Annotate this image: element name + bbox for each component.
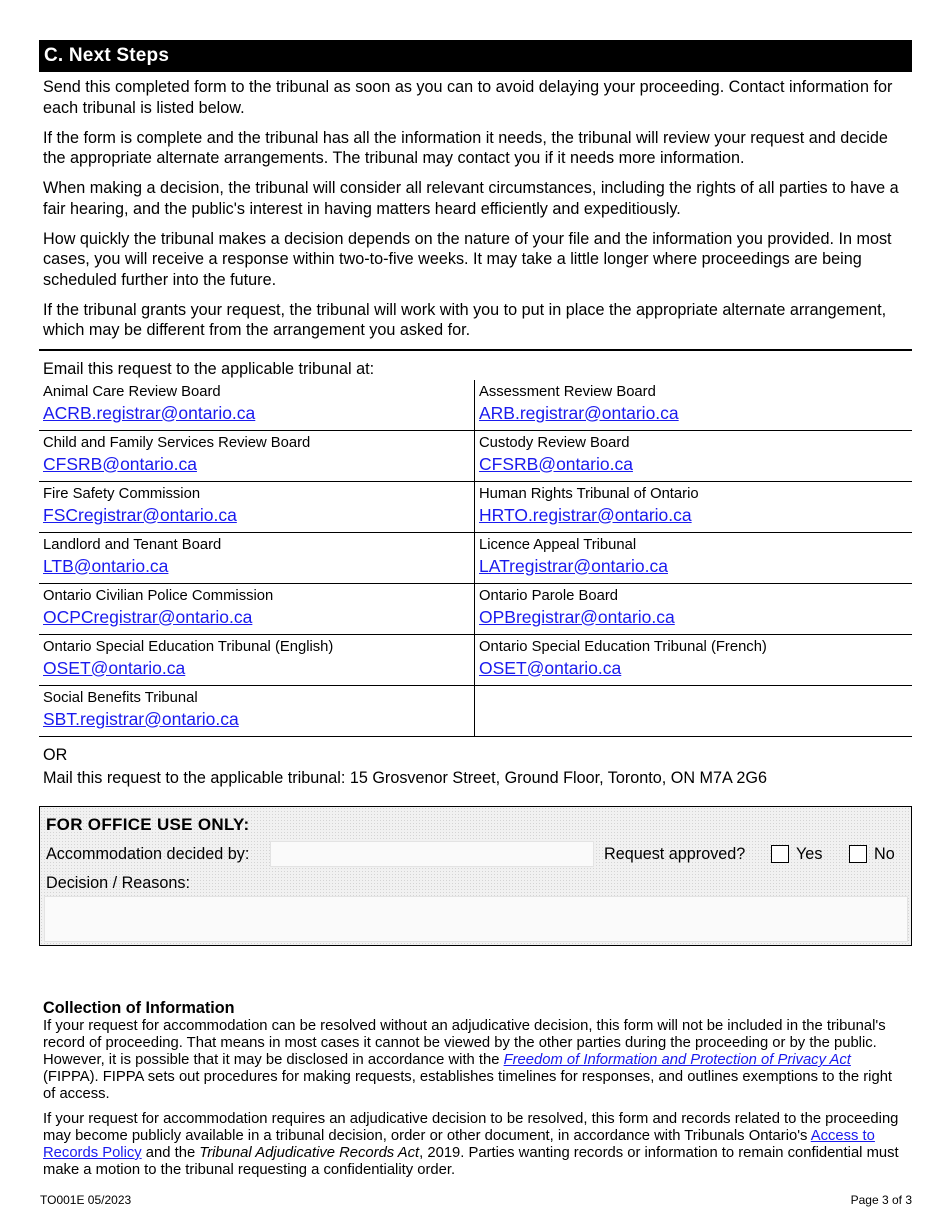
tribunal-name: Ontario Civilian Police Commission	[43, 587, 274, 604]
email-intro: Email this request to the applicable tribunal at:	[43, 359, 375, 378]
decision-reasons-field[interactable]	[44, 896, 908, 942]
text-span: If your request for accommodation can be resolved without an adjudicative decision, this form will not be included in the tribunal's record of proceeding. That means in most cases it cannot be viewed by the other parties during the proceeding or by the public. However, it is possible that it may be disclosed in accordance with the	[43, 1018, 886, 1068]
tribunal-email-link[interactable]: OCPCregistrar@ontario.ca	[43, 606, 253, 627]
or-text: OR	[43, 745, 68, 764]
collection-paragraph-2	[43, 1111, 903, 1179]
tribunal-cell	[39, 481, 475, 532]
tribunal-cell	[475, 430, 913, 481]
tribunal-email-link[interactable]: HRTO.registrar@ontario.ca	[479, 504, 692, 525]
section-header: C. Next Steps	[39, 40, 912, 72]
mail-address-text: Mail this request to the applicable tribunal: 15 Grosvenor Street, Ground Floor, Toronto, ON M7A 2G6	[43, 768, 768, 787]
tribunal-cell	[39, 583, 475, 634]
collection-heading: Collection of Information	[43, 999, 235, 1017]
tribunal-cell	[39, 380, 475, 431]
tribunal-email-link[interactable]: CFSRB@ontario.ca	[43, 453, 197, 474]
tribunal-cell	[39, 532, 475, 583]
table-row	[39, 430, 912, 481]
tribunal-cell	[39, 685, 475, 736]
tribunal-email-link[interactable]: SBT.registrar@ontario.ca	[43, 708, 239, 729]
tribunal-name: Ontario Special Education Tribunal (French)	[479, 638, 767, 655]
tribunal-email-link[interactable]: ARB.registrar@ontario.ca	[479, 402, 679, 423]
tribunal-name: Landlord and Tenant Board	[43, 536, 222, 553]
no-checkbox[interactable]	[849, 845, 867, 863]
tribunal-name: Social Benefits Tribunal	[43, 689, 198, 706]
tribunal-name: Licence Appeal Tribunal	[479, 536, 637, 553]
text-span: (FIPPA). FIPPA sets out procedures for making requests, establishes timelines for responses, and outlines exemptions to the right of access.	[43, 1069, 893, 1102]
tribunal-name: Custody Review Board	[479, 434, 630, 451]
table-row	[39, 532, 912, 583]
form-page	[39, 40, 912, 1178]
tribunal-name: Human Rights Tribunal of Ontario	[479, 485, 699, 502]
divider	[39, 349, 912, 351]
table-row	[39, 481, 912, 532]
paragraph: How quickly the tribunal makes a decision depends on the nature of your file and the information you provided. In most cases, you will receive a response within two-to-five weeks. It may take a little longer where proceedings are being scheduled further into the future.	[43, 229, 892, 289]
tribunal-cell	[475, 583, 913, 634]
tribunal-cell	[475, 634, 913, 685]
decided-by-label: Accommodation decided by:	[46, 845, 250, 863]
yes-checkbox[interactable]	[771, 845, 789, 863]
paragraph: If the form is complete and the tribunal has all the information it needs, the tribunal will review your request and decide the appropriate alternate arrangements. The tribunal may contact you if it needs more information.	[43, 128, 888, 167]
tribunal-name: Child and Family Services Review Board	[43, 434, 311, 451]
text-span: , 2019. Parties wanting records or information to remain confidential must make a motion to the tribunal requesting a confidentiality order.	[43, 1145, 899, 1178]
tribunal-name: Assessment Review Board	[479, 383, 656, 400]
table-row	[39, 380, 912, 431]
decision-reasons-label: Decision / Reasons:	[46, 874, 190, 892]
page-number: Page 3 of 3	[850, 1193, 912, 1207]
access-to-records-link[interactable]: Access to Records Policy	[43, 1128, 875, 1161]
tribunal-contacts-table	[39, 380, 912, 737]
office-use-title: FOR OFFICE USE ONLY:	[46, 815, 250, 834]
tribunal-email-link[interactable]: CFSRB@ontario.ca	[479, 453, 633, 474]
tribunal-email-link[interactable]: OPBregistrar@ontario.ca	[479, 606, 675, 627]
tribunal-cell	[475, 532, 913, 583]
tribunal-email-link[interactable]: LTB@ontario.ca	[43, 555, 169, 576]
tribunal-name: Fire Safety Commission	[43, 485, 201, 502]
paragraph: Send this completed form to the tribunal as soon as you can to avoid delaying your proceeding. Contact information for each tribunal is listed below.	[43, 78, 893, 117]
tribunal-cell	[39, 634, 475, 685]
table-row	[39, 634, 912, 685]
tribunal-email-link[interactable]: OSET@ontario.ca	[479, 657, 622, 678]
form-code: TO001E 05/2023	[40, 1193, 132, 1207]
tribunal-name: Ontario Parole Board	[479, 587, 619, 604]
yes-label: Yes	[796, 845, 823, 863]
fippa-link[interactable]: Freedom of Information and Protection of Privacy Act	[503, 1052, 851, 1068]
no-label: No	[874, 845, 895, 863]
tribunal-cell	[39, 430, 475, 481]
tribunal-name: Animal Care Review Board	[43, 383, 221, 400]
collection-of-information	[43, 999, 903, 1187]
table-row	[39, 583, 912, 634]
paragraph: If the tribunal grants your request, the tribunal will work with you to put in place the appropriate alternate arrangement, which may be different from the arrangement you asked for.	[43, 300, 887, 339]
request-approved-label: Request approved?	[604, 845, 746, 863]
empty-cell	[475, 685, 913, 736]
act-title: Tribunal Adjudicative Records Act	[199, 1145, 420, 1161]
tribunal-email-link[interactable]: ACRB.registrar@ontario.ca	[43, 402, 256, 423]
paragraph: When making a decision, the tribunal will consider all relevant circumstances, including the rights of all parties to have a fair hearing, and the public's interest in having matters heard efficiently and expeditiously.	[43, 179, 899, 218]
collection-paragraph-1	[43, 1018, 903, 1103]
text-span: If your request for accommodation requires an adjudicative decision to be resolved, this form and records related to the proceeding may become publicly available in a tribunal decision, order or other document, in accordance with Tribunals Ontario's	[43, 1111, 899, 1144]
tribunal-email-link[interactable]: LATregistrar@ontario.ca	[479, 555, 668, 576]
tribunal-cell	[475, 380, 913, 431]
text-span: and the	[141, 1145, 200, 1161]
next-steps-text	[43, 77, 908, 341]
decided-by-field[interactable]	[270, 841, 594, 867]
tribunal-cell	[475, 481, 913, 532]
tribunal-name: Ontario Special Education Tribunal (English)	[43, 638, 334, 655]
table-row	[39, 685, 912, 736]
tribunal-email-link[interactable]: OSET@ontario.ca	[43, 657, 186, 678]
office-use-box	[39, 806, 912, 946]
tribunal-email-link[interactable]: FSCregistrar@ontario.ca	[43, 504, 237, 525]
